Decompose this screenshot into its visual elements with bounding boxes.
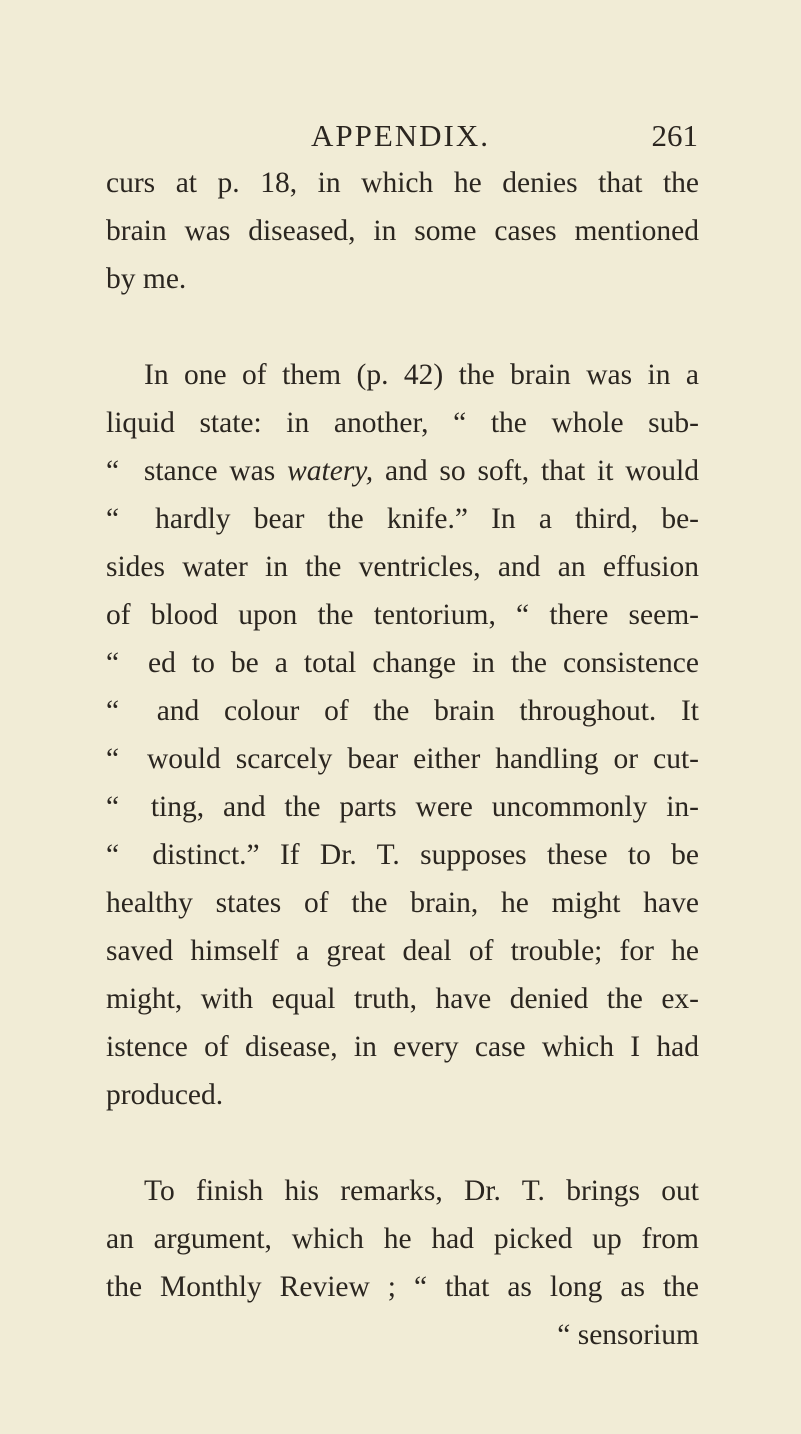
quote-mark: “	[106, 455, 120, 487]
text-line: saved himself a great deal of trouble; for he	[106, 935, 699, 967]
text-segment: stance was	[132, 455, 288, 487]
running-title: APPENDIX.	[310, 118, 491, 153]
text-segment: and so soft, that it would	[373, 455, 700, 487]
text-line: sides water in the ventricles, and an effusion	[106, 551, 699, 583]
text-line: liquid state: in another, “ the whole sub-	[106, 407, 699, 439]
text-segment: distinct.” If Dr. T. supposes these to be	[132, 839, 699, 871]
catchword: “ sensorium	[557, 1319, 699, 1351]
quote-mark: “	[106, 791, 120, 823]
text-line: produced.	[106, 1079, 224, 1111]
text-line	[106, 499, 699, 539]
text-line: curs at p. 18, in which he denies that the	[106, 167, 699, 199]
text-line: the Monthly Review ; “ that as long as the	[106, 1271, 699, 1303]
italic-word: watery,	[287, 455, 374, 487]
text-line: istence of disease, in every case which I had	[106, 1031, 699, 1063]
text-line	[106, 739, 699, 779]
text-line	[106, 787, 699, 827]
text-line: of blood upon the tentorium, “ there seem-	[106, 599, 699, 631]
quote-mark: “	[106, 695, 120, 727]
text-line	[106, 691, 699, 731]
text-line: might, with equal truth, have denied the ex-	[106, 983, 699, 1015]
text-line	[106, 643, 699, 683]
text-segment: and colour of the brain throughout. It	[132, 695, 699, 727]
text-line: an argument, which he had picked up from	[106, 1223, 699, 1255]
quote-mark: “	[106, 647, 120, 679]
text-line	[106, 835, 699, 875]
quote-mark: “	[106, 503, 120, 535]
quote-mark: “	[106, 743, 120, 775]
quote-mark: “	[106, 839, 120, 871]
text-line: To finish his remarks, Dr. T. brings out	[144, 1175, 699, 1207]
text-segment: hardly bear the knife.” In a third, be-	[132, 503, 699, 535]
page-number: 261	[651, 118, 698, 153]
text-line: by me.	[106, 263, 187, 295]
text-line: healthy states of the brain, he might have	[106, 887, 699, 919]
text-segment: ed to be a total change in the consistence	[132, 647, 699, 679]
text-line: In one of them (p. 42) the brain was in a	[144, 359, 699, 391]
text-line	[106, 451, 699, 491]
text-line: brain was diseased, in some cases mentioned	[106, 215, 699, 247]
text-segment: ting, and the parts were uncommonly in-	[132, 791, 699, 823]
text-segment: would scarcely bear either handling or cut-	[132, 743, 699, 775]
